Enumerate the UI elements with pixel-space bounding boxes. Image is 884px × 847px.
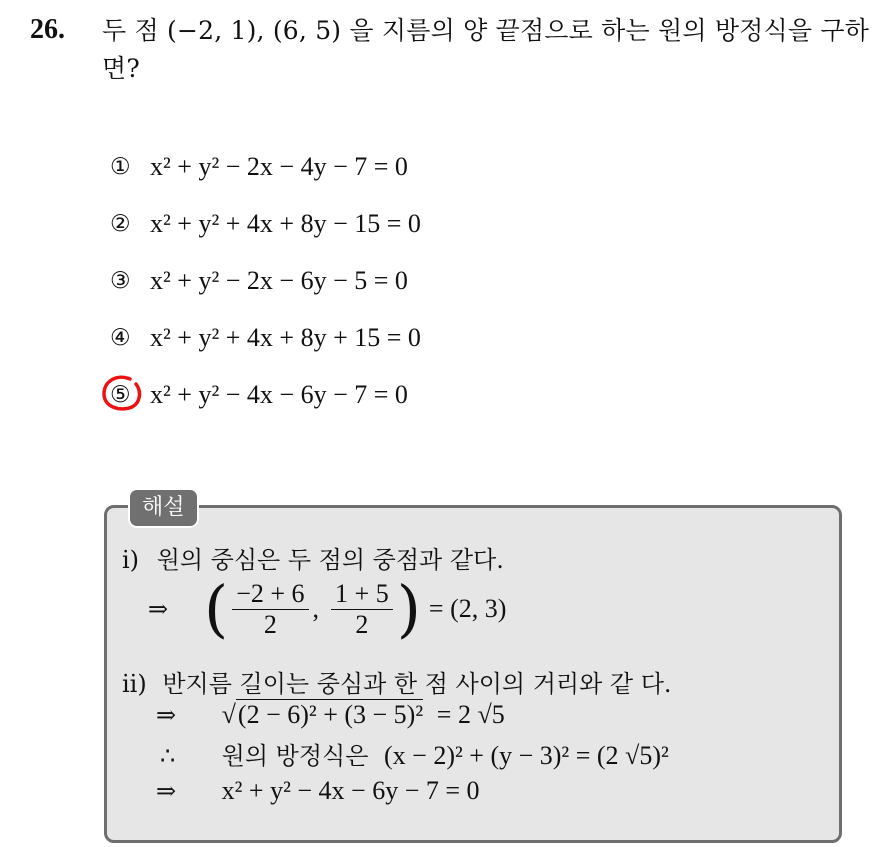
choice-4[interactable] [110,309,421,366]
choice-number: ③ [110,267,131,294]
choice-equation: x² + y² − 2x − 4y − 7 = 0 [150,151,408,181]
question-number: 26. [30,14,65,45]
midpoint-result: = (2, 3) [428,594,507,623]
choice-1[interactable] [110,138,421,195]
step1-text: 원의 중심은 두 점의 중점과 같다. [156,546,504,574]
fraction-y [331,579,393,640]
question-text: 두 점 (−2, 1), (6, 5) 을 지름의 양 끝점으로 하는 원의 방정식을 구하면? [102,16,870,83]
step2-text: 반지름 길이는 중심과 한 점 사이의 거리와 같 다. [162,670,672,698]
circle-equation: (x − 2)² + (y − 3)² = (2 √5)² [384,741,669,770]
step2-label: ii) [122,670,147,698]
choice-number: ⑤ [110,381,131,408]
arrow-1: ⇒ [148,595,169,623]
choice-2[interactable] [110,195,421,252]
comma: , [312,594,320,623]
choice-equation: x² + y² + 4x + 8y + 15 = 0 [150,322,421,352]
radius-sqrt [222,700,424,730]
choice-number: ④ [110,324,131,351]
choice-number: ② [110,210,131,237]
step1-label: i) [122,546,140,574]
fraction-x-numerator: −2 + 6 [232,579,308,610]
fraction-y-denominator: 2 [355,609,369,639]
fraction-x [232,579,308,640]
sqrt-icon: √ [221,700,236,729]
solution-tag: 해설 [128,488,199,528]
choice-equation: x² + y² − 2x − 6y − 5 = 0 [150,265,408,295]
radius-expression: (2 − 6)² + (3 − 5)² [237,700,424,729]
right-paren: ) [396,572,421,645]
radius-result: = 2 √5 [436,700,505,729]
choice-3[interactable] [110,252,421,309]
arrow-2: ⇒ [156,701,177,729]
fraction-y-numerator: 1 + 5 [331,579,393,610]
choice-number: ① [110,153,131,180]
answer-circle-icon [100,374,144,414]
fraction-x-denominator: 2 [263,609,277,639]
choice-list [110,138,421,423]
final-equation: x² + y² − 4x − 6y − 7 = 0 [221,776,480,805]
equation-label: 원의 방정식은 [221,742,369,770]
left-paren: ( [204,572,229,645]
therefore-symbol: ∴ [160,742,176,770]
arrow-3: ⇒ [156,777,177,805]
choice-equation: x² + y² − 4x − 6y − 7 = 0 [150,379,408,409]
choice-equation: x² + y² + 4x + 8y − 15 = 0 [150,208,421,238]
choice-5[interactable] [110,366,421,423]
